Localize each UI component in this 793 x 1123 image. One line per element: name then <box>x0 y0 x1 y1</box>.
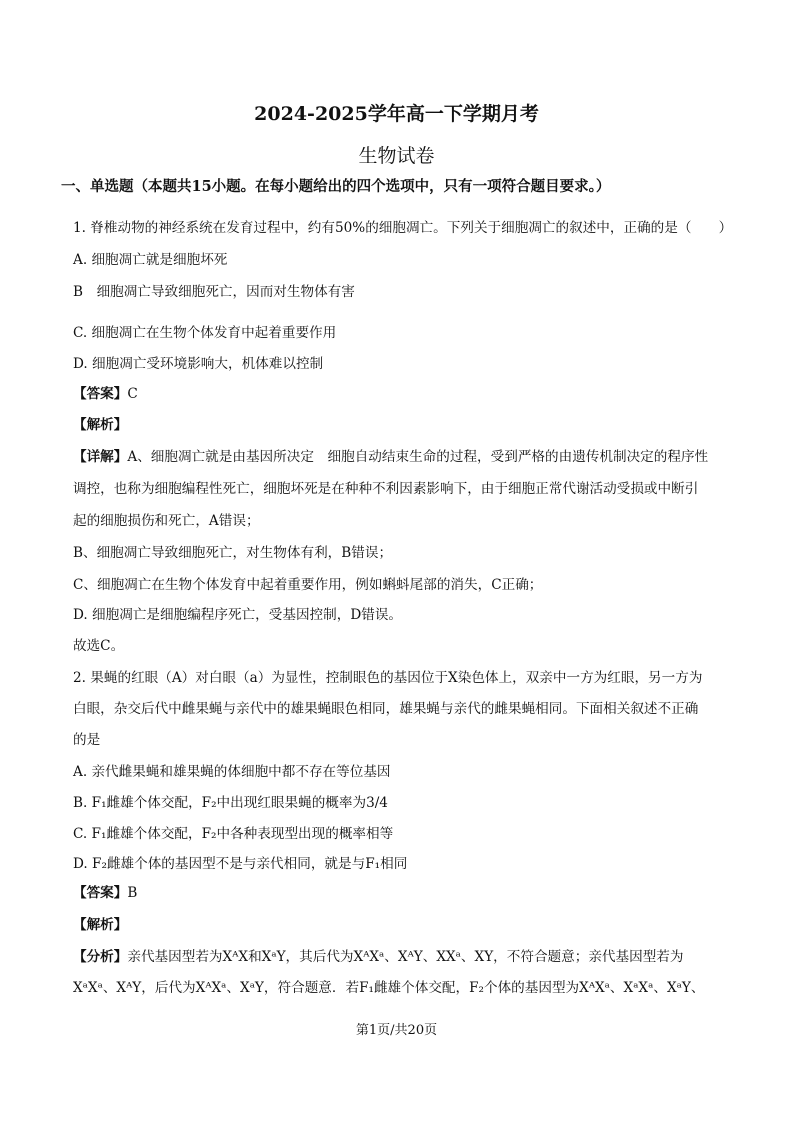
q2-option-a: A. 亲代雌果蝇和雄果蝇的体细胞中都不存在等位基因 <box>73 764 391 780</box>
detail-text: A、细胞凋亡就是由基因所决定 细胞自动结束生命的过程，受到严格的由遗传机制决定的程序性 <box>127 449 709 465</box>
q2-fenxi-line <box>73 948 733 966</box>
q1-detail-line: 调控，也称为细胞编程性死亡，细胞坏死是在种种不利因素影响下，由于细胞正常代谢活动受损或中断引 <box>73 481 699 497</box>
q1-detail-line <box>73 448 733 466</box>
q2-answer <box>73 884 733 902</box>
q1-conclusion: 故选C。 <box>73 638 125 654</box>
page-footer: 第1页/共20页 <box>355 1023 438 1038</box>
q1-detail-line: D. 细胞凋亡是细胞编程序死亡，受基因控制，D错误。 <box>73 607 403 623</box>
answer-value: B <box>127 885 138 901</box>
page-title: 2024-2025学年高一下学期月考 <box>254 103 539 125</box>
section-heading: 一、单选题（本题共15小题。在每小题给出的四个选项中，只有一项符合题目要求。） <box>61 178 611 195</box>
q2-stem-line: 2. 果蝇的红眼（A）对白眼（a）为显性，控制眼色的基因位于X染色体上，双亲中一方为红眼，另一方为 <box>73 670 703 686</box>
q2-option-d: D. F₂雌雄个体的基因型不是与亲代相同，就是与F₁相同 <box>73 856 408 872</box>
q1-analysis-tag: 【解析】 <box>73 417 128 433</box>
fenxi-text: 亲代基因型若为XᴬX和XᵃY，其后代为XᴬXᵃ、XᴬY、XXᵃ、XY，不符合题意；亲代基因型若为 <box>127 949 684 965</box>
q1-option-b: B 细胞凋亡导致细胞死亡，因而对生物体有害 <box>73 284 355 300</box>
q2-stem-line: 白眼，杂交后代中雌果蝇与亲代中的雄果蝇眼色相同，雄果蝇与亲代的雌果蝇相同。下面相关叙述不正确 <box>73 701 699 717</box>
q1-answer <box>73 385 733 403</box>
q1-detail-line: 起的细胞损伤和死亡，A错误； <box>73 513 260 529</box>
q1-option-c: C. 细胞凋亡在生物个体发育中起着重要作用 <box>73 325 337 341</box>
answer-tag: 【答案】 <box>73 885 128 901</box>
q2-fenxi-line: XᵃXᵃ、XᴬY，后代为XᴬXᵃ、XᵃY，符合题意．若F₁雌雄个体交配，F₂个体的基因型为XᴬXᵃ、XᵃXᵃ、XᵃY、 <box>73 980 705 996</box>
q2-option-c: C. F₁雌雄个体交配，F₂中各种表现型出现的概率相等 <box>73 826 394 842</box>
q1-detail-line: C、细胞凋亡在生物个体发育中起着重要作用，例如蝌蚪尾部的消失，C正确； <box>73 577 543 593</box>
q2-stem-line: 的是 <box>73 732 101 748</box>
answer-tag: 【答案】 <box>73 386 128 402</box>
q1-option-a: A. 细胞凋亡就是细胞坏死 <box>73 252 228 268</box>
fenxi-tag: 【分析】 <box>73 949 128 965</box>
answer-value: C <box>127 386 138 402</box>
page-subtitle: 生物试卷 <box>358 145 435 167</box>
q2-option-b: B. F₁雌雄个体交配，F₂中出现红眼果蝇的概率为3/4 <box>73 795 388 811</box>
q1-stem: 1. 脊椎动物的神经系统在发育过程中，约有50%的细胞凋亡。下列关于细胞凋亡的叙述中，正确的是（ ） <box>73 220 733 236</box>
detail-tag: 【详解】 <box>73 449 128 465</box>
q1-detail-line: B、细胞凋亡导致细胞死亡，对生物体有利，B错误； <box>73 545 393 561</box>
q2-analysis-tag: 【解析】 <box>73 917 128 933</box>
q1-option-d: D. 细胞凋亡受环境影响大，机体难以控制 <box>73 356 324 372</box>
